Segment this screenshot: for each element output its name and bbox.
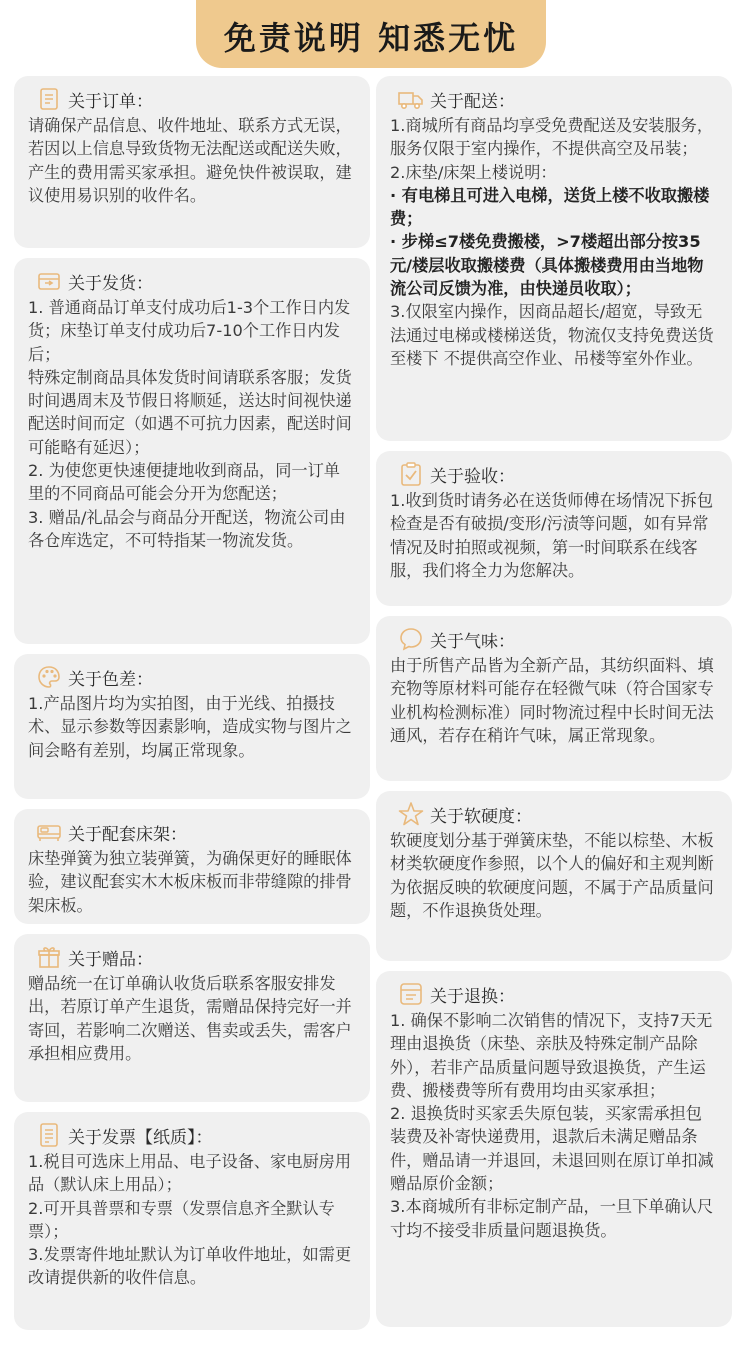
card-text: 赠品统一在订单确认收货后联系客服安排发出，若原订单产生退货，需赠品保持完好一并寄回，若影响二次赠送、售卖或丢失，需客户承担相应费用。: [28, 974, 352, 1063]
card-header: [28, 266, 356, 296]
card-text: 2. 退换货时买家丢失原包装，买家需承担包装费及补寄快递费用，退款后未满足赠品条件，赠品请一并退回，未退回则在原订单扣减赠品原价金额；: [390, 1104, 714, 1194]
card-header: [390, 459, 718, 489]
card-title: 关于气味：: [430, 631, 515, 652]
card-title: 关于配送：: [430, 91, 515, 112]
card-header: [28, 84, 356, 114]
card-inspection: [376, 451, 732, 606]
card-color-difference: [14, 654, 370, 799]
card-title: 关于发货：: [68, 273, 153, 294]
order-list-icon: [36, 86, 62, 112]
card-bed-frame: [14, 809, 370, 924]
truck-box-icon: [36, 268, 62, 294]
card-text: 床垫弹簧为独立装弹簧，为确保更好的睡眠体验，建议配套实木木板床板而非带缝隙的排骨架床板。: [28, 849, 352, 915]
card-order: [14, 76, 370, 248]
card-title: 关于验收：: [430, 466, 515, 487]
card-body: [28, 692, 356, 762]
card-header: [28, 817, 356, 847]
card-shipping: [14, 258, 370, 644]
card-body: [390, 654, 718, 747]
card-title: 关于软硬度：: [430, 806, 532, 827]
return-box-icon: [398, 981, 424, 1007]
card-text: 3. 赠品/礼品会与商品分开配送，物流公司由各仓库选定，不可特指某一物流发货。: [28, 507, 346, 550]
gift-icon: [36, 944, 62, 970]
left-column: [14, 76, 370, 1340]
card-header: [390, 84, 718, 114]
star-icon: [398, 801, 424, 827]
card-header: [28, 942, 356, 972]
card-title: 关于发票【纸质】：: [68, 1127, 213, 1148]
card-text: 3.仅限室内操作，因商品超长/超宽，导致无法通过电梯或楼梯送货，物流仅支持免费送货至楼下 不提供高空作业、吊楼等室外作业。: [390, 302, 714, 368]
card-body: [28, 114, 356, 207]
card-text-emphasis: · 步梯≤7楼免费搬楼，>7楼超出部分按35元/楼层收取搬楼费（具体搬楼费用由当地物流公司反馈为准，由快递员收取）；: [390, 232, 704, 299]
speech-bubble-icon: [398, 626, 424, 652]
card-body: [28, 296, 356, 552]
card-header: [390, 799, 718, 829]
card-body: [28, 1150, 356, 1290]
card-text: 3.本商城所有非标定制产品，一旦下单确认尺寸均不接受非质量问题退换货。: [390, 1197, 714, 1240]
card-text: 由于所售产品皆为全新产品，其纺织面料、填充物等原材料可能存在轻微气味（符合国家专业机构检测标准）同时物流过程中长时间无法通风，若存在稍许气味，属正常现象。: [390, 656, 714, 745]
card-text: 特殊定制商品具体发货时间请联系客服；发货时间遇周末及节假日将顺延，送达时间视快递配送时间而定（如遇不可抗力因素，配送时间可能略有延迟）；: [28, 367, 352, 457]
card-text: 1.税目可选床上用品、电子设备、家电厨房用品（默认床上用品）；: [28, 1152, 352, 1195]
card-returns: [376, 971, 732, 1327]
delivery-truck-icon: [398, 86, 424, 112]
page-title: 免责说明 知悉无忧: [223, 19, 519, 57]
card-header: [390, 624, 718, 654]
header-banner: [196, 0, 546, 68]
card-text: 1.产品图片均为实拍图，由于光线、拍摄技术、显示参数等因素影响，造成实物与图片之间会略有差别，均属正常现象。: [28, 694, 352, 760]
card-firmness: [376, 791, 732, 961]
card-title: 关于配套床架：: [68, 824, 187, 845]
card-title: 关于退换：: [430, 986, 515, 1007]
card-header: [28, 662, 356, 692]
card-header: [28, 1120, 356, 1150]
card-title: 关于订单：: [68, 91, 153, 112]
card-invoice: [14, 1112, 370, 1330]
card-text: 1. 普通商品订单支付成功后1-3个工作日内发货；床垫订单支付成功后7-10个工作日内发后；: [28, 298, 351, 364]
card-delivery: [376, 76, 732, 441]
card-body: [28, 972, 356, 1065]
card-body: [390, 829, 718, 922]
card-text: 2. 为使您更快速便捷地收到商品，同一订单里的不同商品可能会分开为您配送；: [28, 461, 340, 504]
card-text: 2.可开具普票和专票（发票信息齐全默认专票）；: [28, 1198, 335, 1241]
card-title: 关于色差：: [68, 669, 153, 690]
card-text: 1.商城所有商品均享受免费配送及安装服务，服务仅限于室内操作，不提供高空及吊装；: [390, 116, 714, 159]
bed-frame-icon: [36, 819, 62, 845]
clipboard-check-icon: [398, 461, 424, 487]
card-body: [390, 489, 718, 582]
card-text-emphasis: · 有电梯且可进入电梯，送货上楼不收取搬楼费；: [390, 185, 710, 229]
card-gifts: [14, 934, 370, 1102]
right-column: [376, 76, 732, 1337]
card-body: [28, 847, 356, 917]
card-odor: [376, 616, 732, 781]
card-text: 软硬度划分基于弹簧床垫，不能以棕垫、木板材类软硬度作参照，以个人的偏好和主观判断为依据反映的软硬度问题，不属于产品质量问题，不作退换货处理。: [390, 831, 714, 920]
card-text: 2.床垫/床架上楼说明：: [390, 162, 557, 182]
invoice-icon: [36, 1122, 62, 1148]
card-header: [390, 979, 718, 1009]
card-body: [390, 114, 718, 370]
card-body: [390, 1009, 718, 1242]
palette-icon: [36, 664, 62, 690]
card-text: 3.发票寄件地址默认为订单收件地址，如需更改请提供新的收件信息。: [28, 1245, 352, 1288]
card-text: 请确保产品信息、收件地址、联系方式无误，若因以上信息导致货物无法配送或配送失败，产生的费用需买家承担。避免快件被误取，建议使用易识别的收件名。: [28, 116, 352, 205]
card-title: 关于赠品：: [68, 949, 153, 970]
card-text: 1.收到货时请务必在送货师傅在场情况下拆包检查是否有破损/变形/污渍等问题，如有异常情况及时拍照或视频，第一时间联系在线客服，我们将全力为您解决。: [390, 491, 714, 580]
card-text: 1. 确保不影响二次销售的情况下，支持7天无理由退换货（床垫、亲肤及特殊定制产品除外），若非产品质量问题导致退换货，产生运费、搬楼费等所有费用均由买家承担；: [390, 1011, 713, 1100]
